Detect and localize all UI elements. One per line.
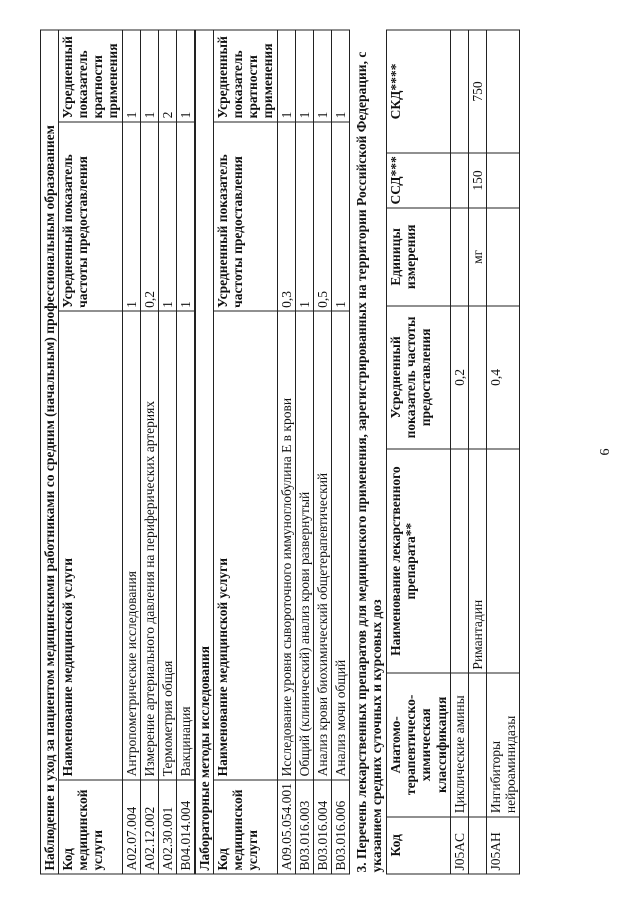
cell-freq: 1 [331, 122, 349, 311]
cell-skd [486, 30, 519, 153]
cell-code: A02.07.004 [122, 780, 140, 874]
cell-freq [468, 306, 486, 450]
cell-mult: 2 [158, 30, 176, 122]
cell-code: A02.30.001 [158, 780, 176, 874]
cell-code: B03.016.004 [313, 780, 331, 874]
cell-code: B04.014.004 [176, 780, 194, 874]
section3-title: 3. Перечень лекарственных препаратов для медицинского применения, зарегистрированных на территории Российской Федерации, с указанием средних суточных и курсовых доз [353, 51, 385, 873]
section1-table [58, 30, 195, 875]
section2-title: Лабораторные методы исследования [195, 30, 213, 875]
table-row [486, 30, 519, 874]
table-header-row [214, 30, 277, 874]
table-row [295, 30, 313, 874]
cell-code: J05AC [450, 817, 468, 874]
cell-ssd: 150 [468, 153, 486, 208]
header-mult: Усредненный показатель кратности применения [214, 30, 277, 122]
cell-name: Анализ мочи общий [331, 311, 349, 780]
table-row [468, 30, 486, 874]
cell-freq: 0,3 [277, 122, 295, 311]
cell-unit: мг [468, 208, 486, 306]
table-row [176, 30, 194, 874]
cell-mult: 1 [313, 30, 331, 122]
cell-code: A09.05.054.001 [277, 780, 295, 874]
cell-name: Измерение артериального давления на периферических артериях [140, 311, 158, 780]
cell-mult: 1 [122, 30, 140, 122]
header-freq: Усредненный показатель частоты предоставления [59, 122, 122, 311]
cell-code: J05AH [486, 817, 519, 874]
cell-drug: Римантадин [468, 449, 486, 673]
header-atc: Анатомо-терапевтическо-химическая классификация [387, 673, 450, 817]
cell-freq: 0,4 [486, 306, 519, 450]
cell-atc: Ингибиторы нейроаминидазы [486, 673, 519, 817]
cell-mult: 1 [331, 30, 349, 122]
header-code: Код медицинской услуги [59, 780, 122, 874]
cell-name: Термометрия общая [158, 311, 176, 780]
cell-mult: 1 [176, 30, 194, 122]
cell-freq: 0,5 [313, 122, 331, 311]
header-unit: Единицы измерения [387, 208, 450, 306]
header-name: Наименование медицинской услуги [59, 311, 122, 780]
cell-code: A02.12.002 [140, 780, 158, 874]
cell-atc: Циклические амины [450, 673, 468, 817]
cell-skd [450, 30, 468, 153]
cell-drug [486, 449, 519, 673]
table-row [313, 30, 331, 874]
cell-skd: 750 [468, 30, 486, 153]
cell-freq: 0,2 [450, 306, 468, 450]
cell-mult: 1 [277, 30, 295, 122]
cell-code: B03.016.003 [295, 780, 313, 874]
header-skd: СКД**** [387, 30, 450, 153]
cell-unit [450, 208, 468, 306]
cell-freq: 1 [158, 122, 176, 311]
cell-name: Антропометрические исследования [122, 311, 140, 780]
header-mult: Усредненный показатель кратности применения [59, 30, 122, 122]
section2-table [213, 30, 350, 875]
cell-freq: 0,2 [140, 122, 158, 311]
header-code: Код медицинской услуги [214, 780, 277, 874]
cell-name: Вакцинация [176, 311, 194, 780]
page-number: 6 [598, 448, 613, 456]
cell-name: Анализ крови биохимический общетерапевтический [313, 311, 331, 780]
cell-drug [450, 449, 468, 673]
cell-mult: 1 [140, 30, 158, 122]
cell-freq: 1 [295, 122, 313, 311]
section1-title: Наблюдение и уход за пациентом медицинскими работниками со средним (начальным) профессиональным образованием [40, 30, 58, 875]
cell-name: Исследование уровня сывороточного иммуноглобулина E в крови [277, 311, 295, 780]
header-name: Наименование медицинской услуги [214, 311, 277, 780]
header-freq: Усредненный показатель частоты предоставления [387, 306, 450, 450]
cell-freq: 1 [176, 122, 194, 311]
table-row [277, 30, 295, 874]
table-header-row [59, 30, 122, 874]
section3-table [386, 30, 520, 875]
rotated-page-content [40, 30, 600, 875]
cell-name: Общий (клинический) анализ крови развернутый [295, 311, 313, 780]
cell-ssd [486, 153, 519, 208]
cell-ssd [450, 153, 468, 208]
cell-mult: 1 [295, 30, 313, 122]
table-row [158, 30, 176, 874]
table-row [140, 30, 158, 874]
header-code: Код [387, 817, 450, 874]
cell-code: B03.016.006 [331, 780, 349, 874]
cell-code [468, 817, 486, 874]
table-row [450, 30, 468, 874]
cell-freq: 1 [122, 122, 140, 311]
header-ssd: ССД*** [387, 153, 450, 208]
header-drug: Наименование лекарственного препарата** [387, 449, 450, 673]
table-header-row [387, 30, 450, 874]
header-freq: Усредненный показатель частоты предоставления [214, 122, 277, 311]
cell-atc [468, 673, 486, 817]
table-row [331, 30, 349, 874]
table-row [122, 30, 140, 874]
cell-unit [486, 208, 519, 306]
